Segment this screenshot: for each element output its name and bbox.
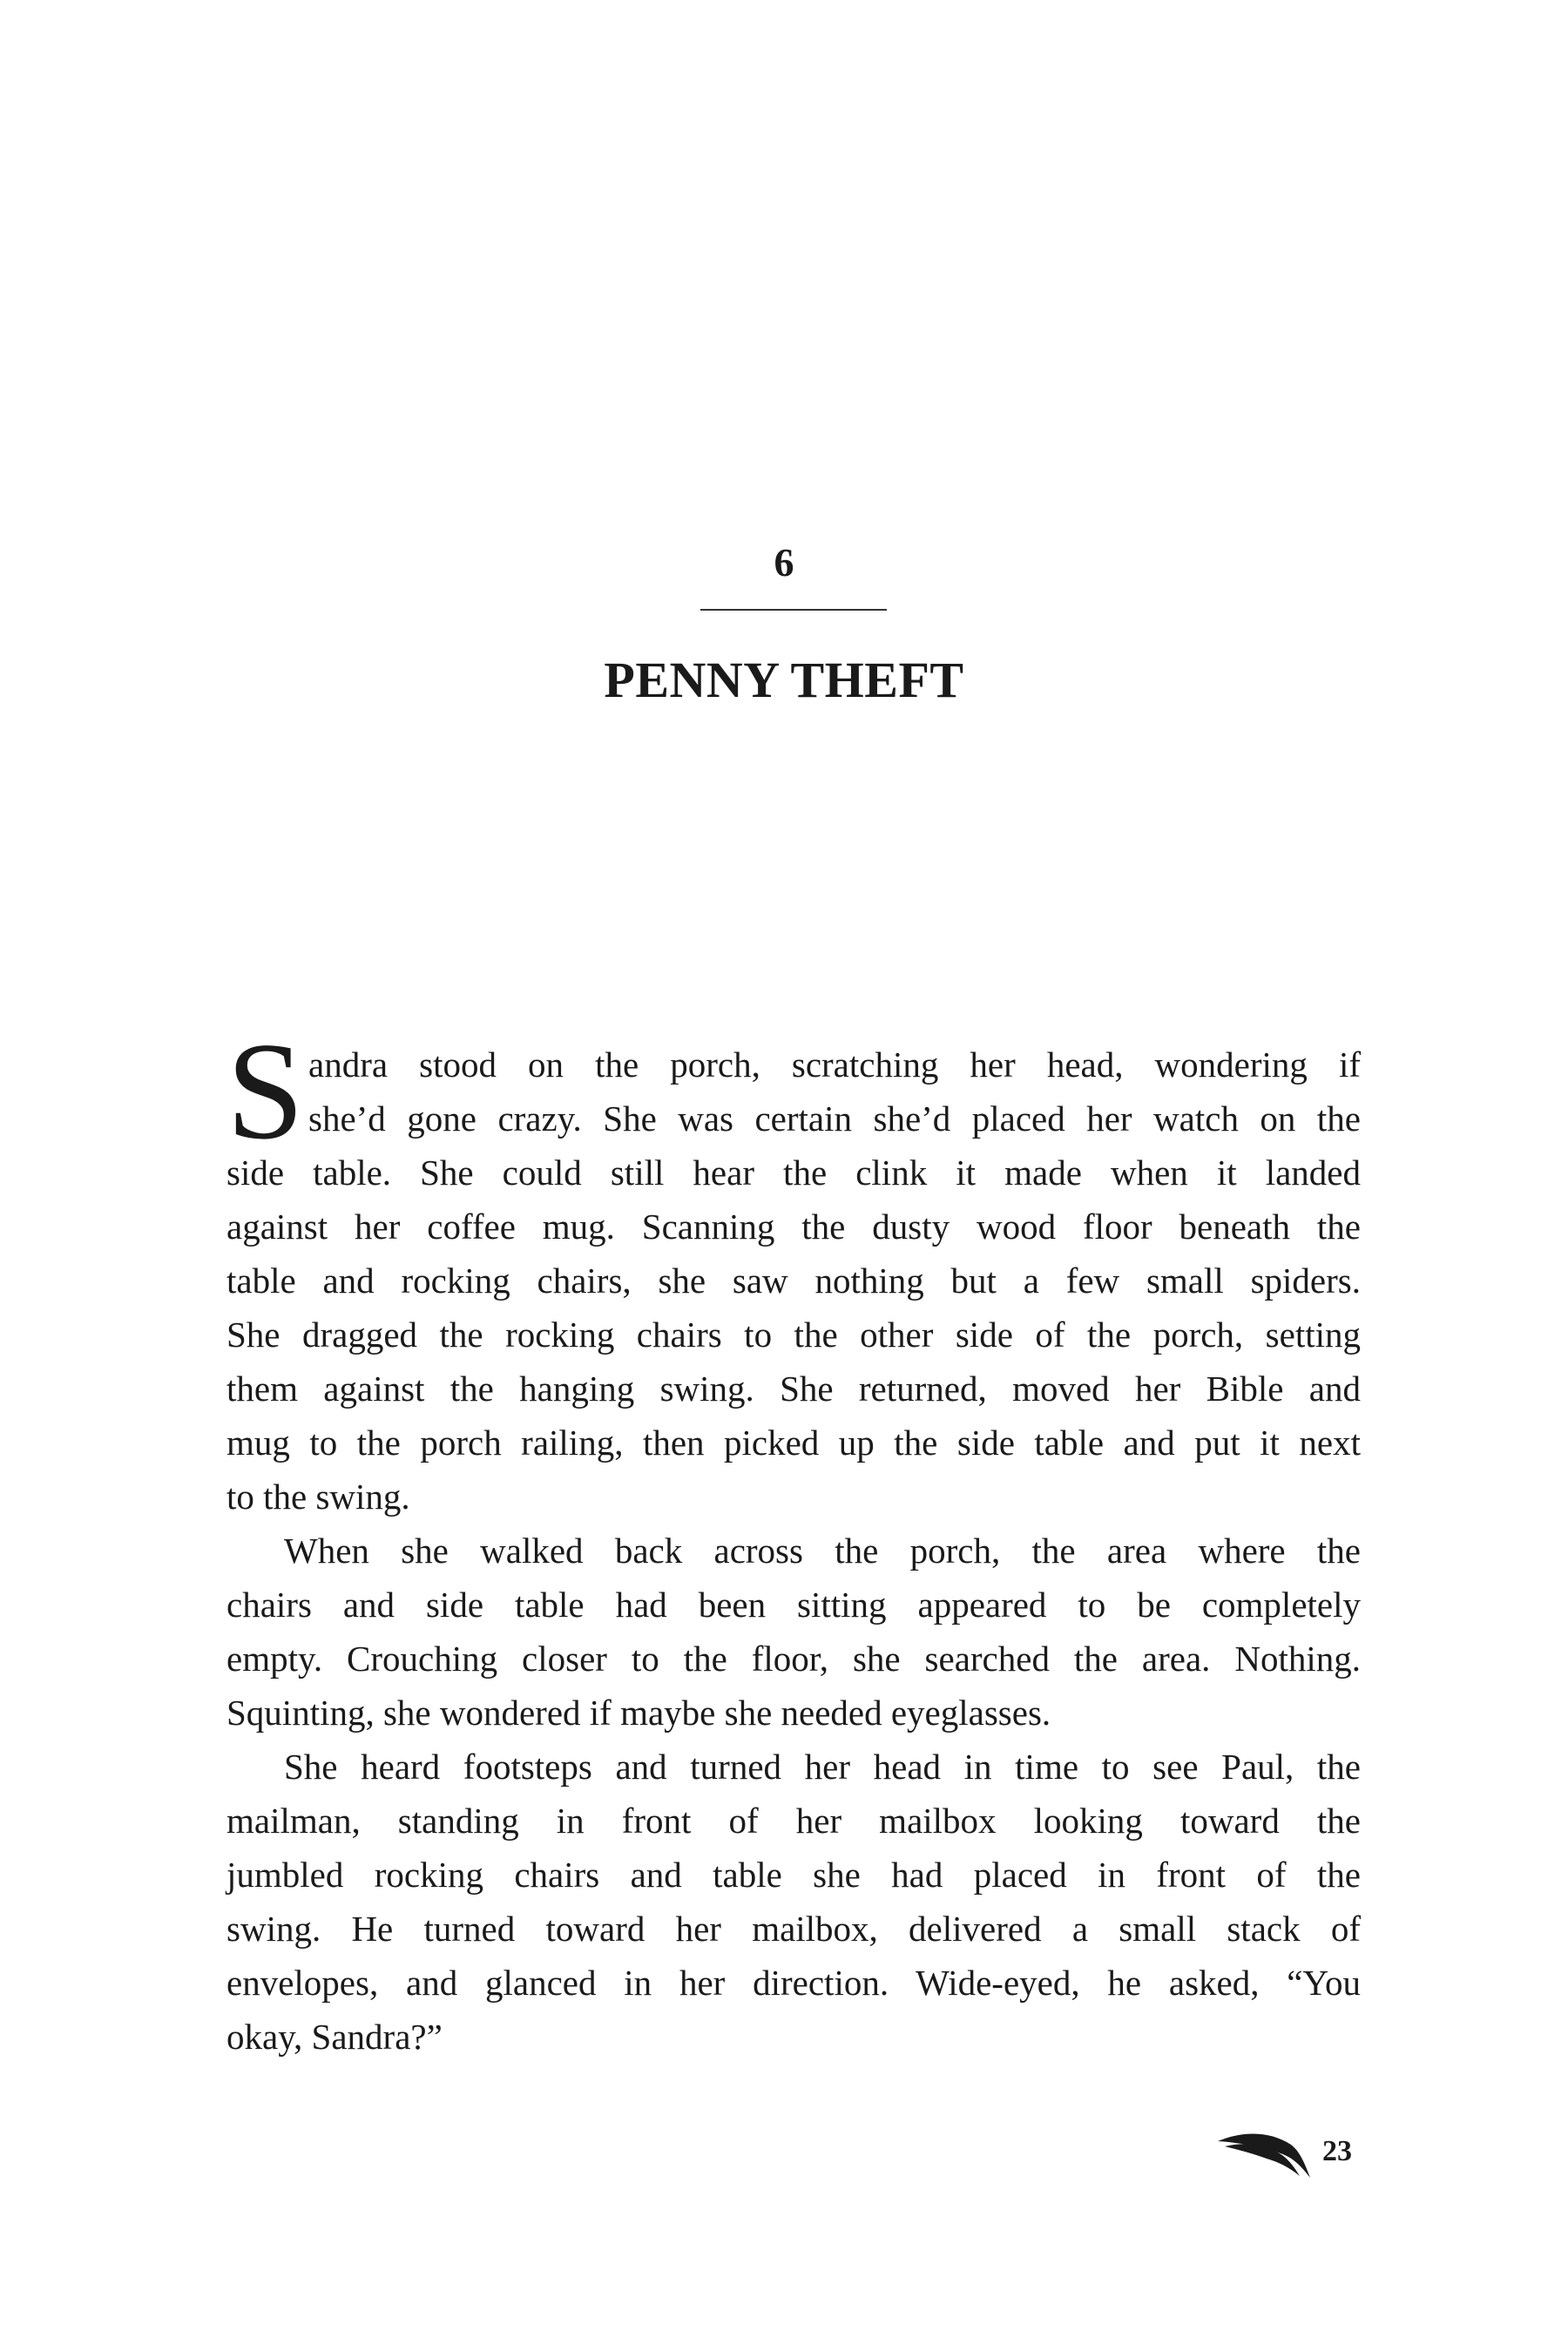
text-line: chairs and side table had been sitting appeared to be completely — [226, 1585, 1361, 1625]
drop-cap: S — [226, 1013, 304, 1168]
text-line: okay, Sandra?” — [226, 2017, 443, 2057]
body-text — [226, 1013, 1361, 2064]
text-line: When she walked back across the porch, the area where the — [284, 1531, 1361, 1571]
page-number: 23 — [1322, 2135, 1352, 2167]
page-footer — [1216, 2126, 1373, 2186]
text-line: them against the hanging swing. She returned, moved her Bible and — [226, 1369, 1361, 1409]
text-line: envelopes, and glanced in her direction. Wide-eyed, he asked, “You — [226, 1963, 1361, 2003]
text-line: side table. She could still hear the clink it made when it landed — [226, 1152, 1361, 1193]
text-line: She heard footsteps and turned her head in time to see Paul, the — [284, 1747, 1361, 1787]
text-line: swing. He turned toward her mailbox, delivered a small stack of — [226, 1909, 1361, 1949]
text-line: mug to the porch railing, then picked up the side table and put it next — [226, 1423, 1361, 1463]
chapter-title: PENNY THEFT — [604, 652, 964, 708]
text-line: empty. Crouching closer to the floor, she searched the area. Nothing. — [226, 1639, 1361, 1679]
text-line: against her coffee mug. Scanning the dusty wood floor beneath the — [226, 1206, 1361, 1247]
text-line: mailman, standing in front of her mailbox looking toward the — [226, 1801, 1361, 1841]
text-line: andra stood on the porch, scratching her head, wondering if — [308, 1044, 1361, 1085]
text-line: to the swing. — [226, 1477, 410, 1517]
chapter-divider — [700, 609, 887, 611]
text-line: she’d gone crazy. She was certain she’d placed her watch on the — [308, 1098, 1361, 1139]
text-line: table and rocking chairs, she saw nothing but a few small spiders. — [226, 1260, 1361, 1301]
swoosh-icon — [1216, 2126, 1312, 2186]
chapter-number: 6 — [774, 540, 794, 585]
text-line: Squinting, she wondered if maybe she needed eyeglasses. — [226, 1693, 1051, 1733]
text-line: She dragged the rocking chairs to the other side of the porch, setting — [226, 1315, 1361, 1355]
text-line: jumbled rocking chairs and table she had placed in front of the — [226, 1855, 1361, 1895]
